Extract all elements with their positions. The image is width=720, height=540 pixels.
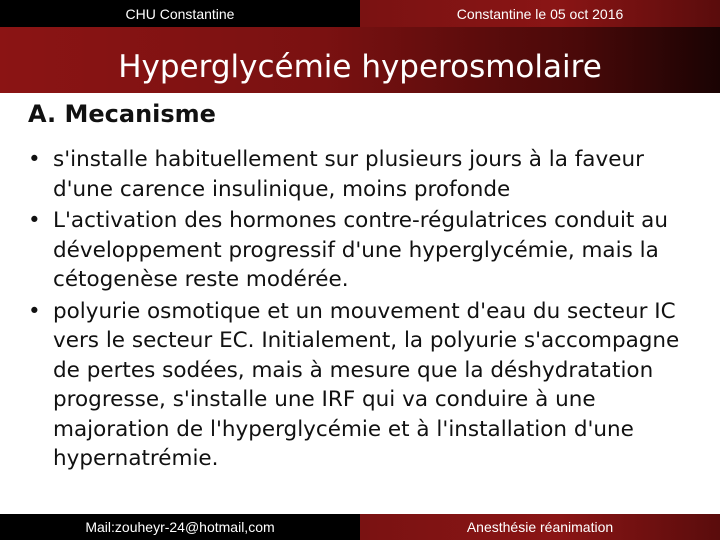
header-right xyxy=(360,0,720,27)
header-date-text: Constantine le 05 oct 2016 xyxy=(456,5,624,22)
slide-title: Hyperglycémie hyperosmolaire xyxy=(118,49,602,85)
bullet-list xyxy=(28,145,688,476)
section-heading: A. Mecanisme xyxy=(28,100,216,128)
title-bar xyxy=(0,27,720,93)
bullet-text: L'activation des hormones contre-régulatrices conduit au développement progressif d'une hyperglycémie, mais la cétogenèse reste modérée. xyxy=(53,208,668,292)
footer-department: Anesthésie réanimation xyxy=(466,519,614,535)
footer-left xyxy=(0,514,360,540)
bullet-dot: • xyxy=(28,298,41,324)
bullet-item xyxy=(28,145,688,204)
bullet-item xyxy=(28,206,688,295)
bullet-text: polyurie osmotique et un mouvement d'eau du secteur IC vers le secteur EC. Initialement, la polyurie s'accompagne de pertes sodées, mais à mesure que la déshydratation progresse, s'installe une IRF qui va conduire à une majoration de l'hyperglycémie et à l'installation d'une hypernatrémie. xyxy=(53,298,680,471)
footer-email: Mail:zouheyr-24@hotmail,com xyxy=(85,519,275,535)
bullet-dot: • xyxy=(28,147,41,172)
footer-bar xyxy=(0,514,720,540)
bullet-text: s'installe habituellement sur plusieurs jours à la faveur d'une carence insulinique, moins profonde xyxy=(53,147,644,202)
footer-right xyxy=(360,514,720,540)
bullet-item xyxy=(28,297,688,474)
header-left-text: CHU Constantine xyxy=(125,5,235,22)
header-bar xyxy=(0,0,720,27)
header-left xyxy=(0,0,360,27)
bullet-dot: • xyxy=(28,208,41,233)
